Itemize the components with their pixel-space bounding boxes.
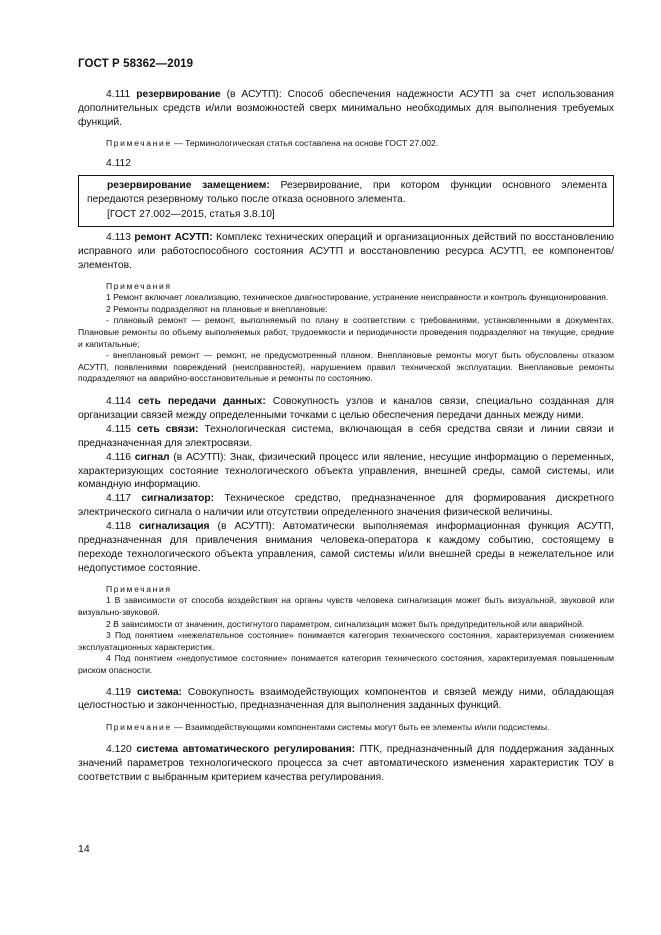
entry-definition: ПТК, предназначенный для поддержания заданных значений параметров технологического процесса за счет автоматического изменения характеристик ТОУ в соответствии с выбранным критерием качества регулирования. — [78, 743, 614, 783]
entry-4-117 — [78, 492, 614, 520]
entry-4-119 — [78, 686, 614, 714]
note-item: 1 В зависимости от способа воздействия на органы чувств человека сигнализация может быть визуальной, звуковой или визуально-звуковой. — [78, 595, 614, 617]
notes-4-118 — [78, 584, 614, 677]
entry-term: сигнализатор: — [141, 493, 215, 505]
entry-4-116 — [78, 451, 614, 493]
entry-number: 4.111 — [106, 89, 131, 100]
entry-term: сеть связи: — [137, 423, 199, 435]
entry-number: 4.119 — [106, 686, 132, 698]
entry-definition: (в АСУТП): Способ обеспечения надежности АСУТП за счет использования дополнительных средств и/или возможностей сверх минимально необходимых для выполнения требуемых функций. — [78, 89, 614, 128]
entry-definition: Резервирование, при котором функции основного элемента передаются резервному только после отказа основного элемента. — [87, 180, 608, 206]
note-text: — Взаимодействующими компонентами системы могут быть ее элементы и/или подсистемы. — [171, 722, 550, 733]
entry-term: резервирование замещением: — [107, 180, 270, 192]
entry-4-113 — [78, 231, 614, 273]
entry-number: 4.120 — [106, 743, 132, 755]
entry-term: резервирование — [136, 89, 221, 100]
entry-term: ремонт АСУТП: — [134, 231, 213, 243]
entry-4-120 — [78, 743, 614, 785]
entry-number: 4.117 — [106, 493, 132, 505]
note-item: 2 В зависимости от значения, достигнутого параметром, сигнализация может быть предупредительной или аварийной. — [106, 618, 585, 629]
boxed-term-4-112 — [78, 175, 614, 227]
entry-4-115 — [78, 423, 614, 451]
note-label: Примечание — [106, 137, 172, 148]
entry-definition: Совокупность узлов и каналов связи, специально созданная для организации связей между определенными точками с целью обеспечения передачи данных между ними. — [78, 396, 614, 421]
note-item: 4 Под понятием «недопустимое состояние» понимается категория технического состояния, характеризуемая повышенным риском опасности. — [78, 653, 614, 675]
entry-term: система: — [136, 686, 182, 698]
note-item: 3 Под понятием «нежелательное состояние» понимается категория технического состояния, характеризуемая снижением эксплуатационных характеристик. — [78, 630, 614, 652]
entry-definition: Совокупность взаимодействующих компонентов и связей между ними, обладающая целостностью и законченностью, предназначенная для выполнения заданных функций. — [78, 686, 614, 712]
entry-reference: [ГОСТ 27.002—2015, статья 3.8.10] — [107, 209, 275, 221]
entry-4-111 — [78, 88, 614, 130]
notes-4-113 — [78, 281, 614, 385]
entry-term: сеть передачи данных: — [138, 396, 266, 407]
entry-term: система автоматического регулирования: — [136, 743, 356, 755]
note-text: — Терминологическая статья составлена на основе ГОСТ 27.002. — [171, 137, 439, 148]
entry-definition: (в АСУТП): Автоматически выполняемая информационная функция АСУТП, предназначенная для привлечения внимания человека-оператора к каждому событию, состоящему в переходе технологического объекта управления, самой системы и/или внешней среды в нежелательное или недопустимое состояние. — [78, 521, 614, 574]
notes-label: Примечания — [106, 280, 172, 291]
entry-number-4-112: 4.112 — [106, 158, 132, 170]
entry-definition: (в АСУТП): Знак, физический процесс или явление, несущие информацию о переменных, характеризующих состояние технологического объекта управления, внешней среды, самой системы, или командную информацию. — [78, 451, 614, 491]
entry-term: сигнал — [134, 451, 170, 463]
entry-4-118 — [78, 520, 614, 576]
note-4-111 — [78, 138, 614, 150]
entry-definition: Технологическая система, включающая в себя средства связи и линии связи и предназначенная для электросвязи. — [78, 423, 614, 449]
entry-term: сигнализация — [139, 521, 210, 533]
document-page — [78, 58, 614, 785]
document-header: ГОСТ Р 58362—2019 — [78, 58, 194, 70]
note-item: - плановый ремонт — ремонт, выполняемый по плану в соответствии с требованиями, установленными в документах. Плановые ремонты по объему выполняемых работ, трудоемкости и периодичности проведения подразделяют на текущие, средние и капитальные; — [78, 315, 614, 349]
entry-number: 4.118 — [106, 521, 132, 533]
entry-number: 4.114 — [106, 396, 132, 407]
entry-4-112 — [87, 179, 607, 207]
note-4-119 — [78, 722, 614, 734]
entry-4-114 — [78, 395, 614, 423]
entry-definition: Техническое средство, предназначенное для формирования дискретного электрического сигнала о наличии или отсутствии определенного значения физической величины. — [78, 493, 614, 519]
page-number: 14 — [78, 843, 90, 855]
note-item: 1 Ремонт включает локализацию, техническое диагностирование, устранение неисправности и контроль функционирования. — [106, 292, 609, 303]
entry-number: 4.113 — [106, 231, 132, 243]
entry-number: 4.116 — [106, 451, 132, 463]
note-label: Примечание — [106, 722, 172, 733]
note-item: - внеплановый ремонт — ремонт, не предусмотренный планом. Внеплановые ремонты могут быть обусловлены отказом АСУТП, появлениями повреждений (неисправностей), нарушением правил технической эксплуатации. Внеплановые ремонты подразделяют на аварийно-восстановительные и ремонты по состоянию. — [78, 350, 614, 384]
note-item: 2 Ремонты подразделяют на плановые и внеплановые: — [106, 303, 328, 314]
entry-definition: Комплекс технических операций и организационных действий по восстановлению исправного или работоспособного состояния АСУТП и восстановлению ресурса АСУТП, ее компонентов/элементов. — [78, 231, 614, 271]
entry-number: 4.115 — [106, 423, 132, 435]
notes-label: Примечания — [106, 583, 172, 594]
